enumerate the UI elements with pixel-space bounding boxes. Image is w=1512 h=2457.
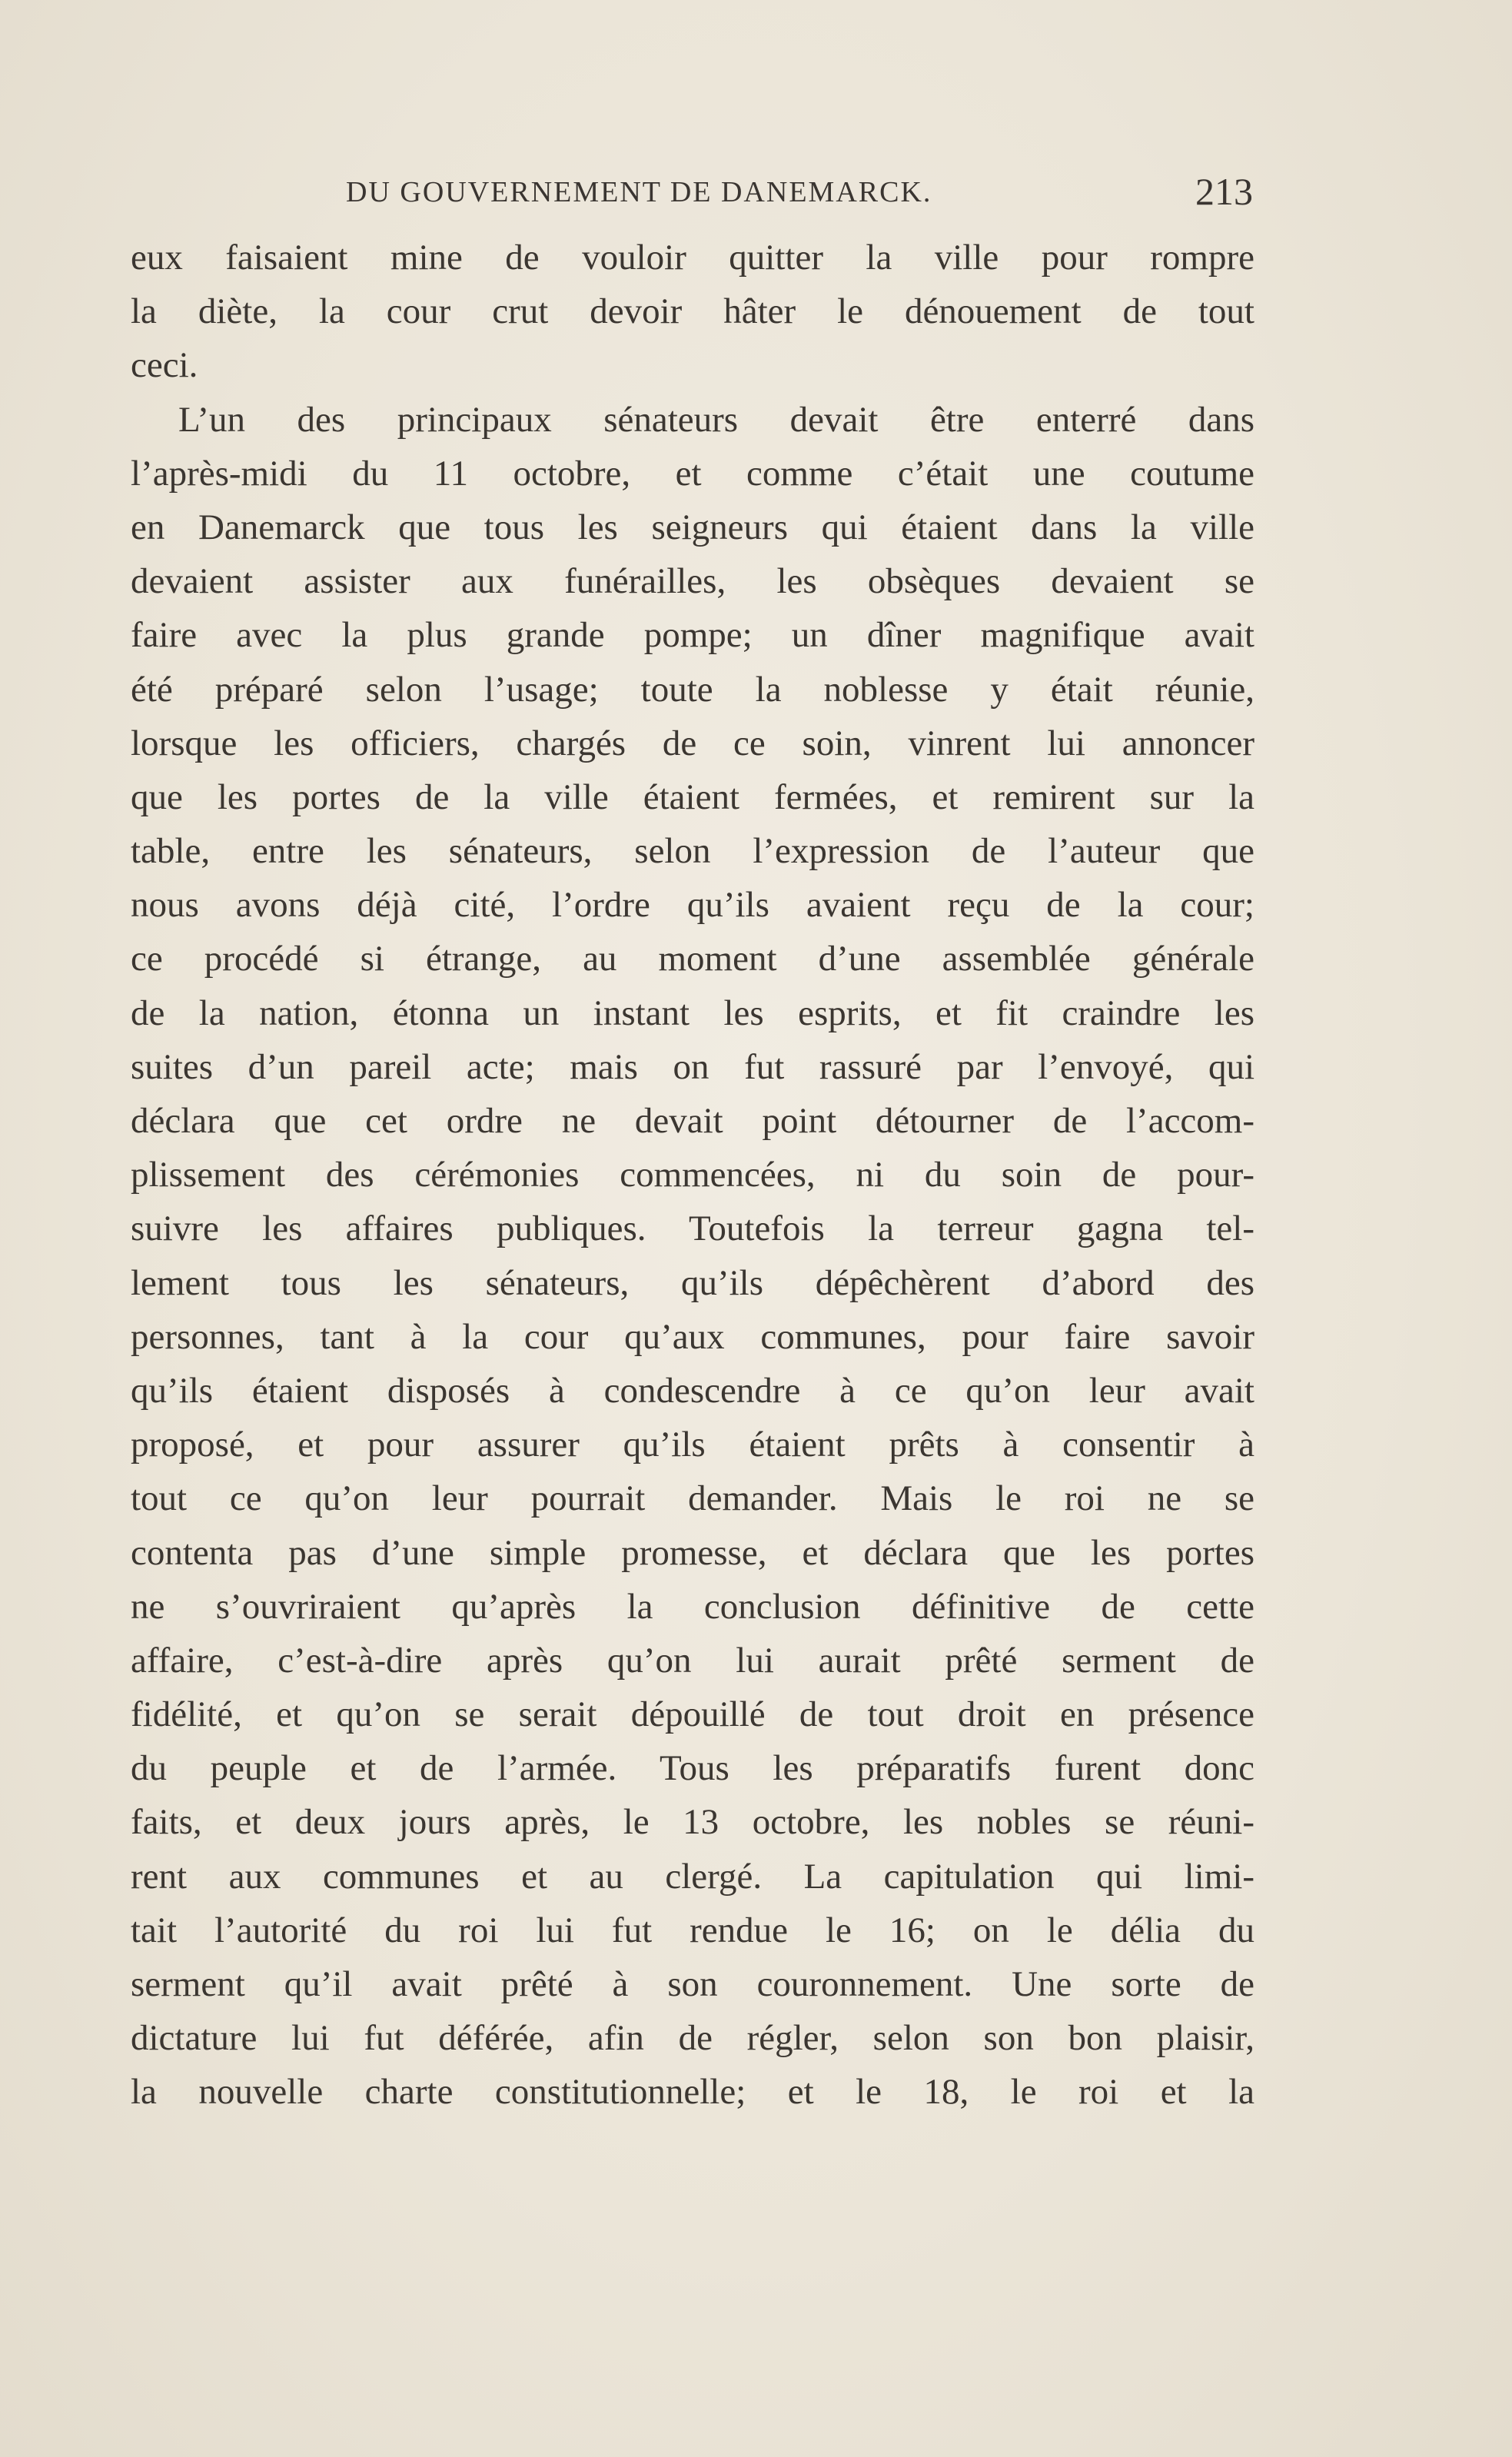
text-line: faire avec la plus grande pompe; un dîner magnifique avait [131, 615, 1254, 656]
text-line: suivre les affaires publiques. Toutefois la terreur gagna tel- [131, 1209, 1254, 1249]
text-line: affaire, c’est-à-dire après qu’on lui aurait prêté serment de [131, 1640, 1254, 1681]
text-line: nous avons déjà cité, l’ordre qu’ils avaient reçu de la cour; [131, 885, 1254, 926]
text-line: lorsque les officiers, chargés de ce soin, vinrent lui annoncer [131, 723, 1254, 763]
page-header [131, 170, 1253, 221]
text-line: déclara que cet ordre ne devait point détourner de l’accom- [131, 1101, 1254, 1141]
text-line: dictature lui fut déférée, afin de régler, selon son bon plaisir, [131, 2018, 1254, 2059]
text-line: proposé, et pour assurer qu’ils étaient prêts à consentir à [131, 1425, 1254, 1465]
text-line: que les portes de la ville étaient fermées, et remirent sur la [131, 776, 1254, 817]
text-line: L’un des principaux sénateurs devait être enterré dans [178, 399, 1254, 440]
text-line: l’après-midi du 11 octobre, et comme c’était une coutume [131, 453, 1254, 494]
text-line: personnes, tant à la cour qu’aux communes, pour faire savoir [131, 1316, 1254, 1357]
text-line: rent aux communes et au clergé. La capitulation qui limi- [131, 1856, 1254, 1897]
text-line: suites d’un pareil acte; mais on fut rassuré par l’envoyé, qui [131, 1046, 1254, 1087]
text-line: faits, et deux jours après, le 13 octobre, les nobles se réuni- [131, 1802, 1254, 1843]
text-line: table, entre les sénateurs, selon l’expression de l’auteur que [131, 831, 1254, 872]
text-line: plissement des cérémonies commencées, ni du soin de pour- [131, 1155, 1254, 1195]
text-line: été préparé selon l’usage; toute la noblesse y était réunie, [131, 669, 1254, 710]
text-line: tait l’autorité du roi lui fut rendue le 16; on le délia du [131, 1910, 1254, 1950]
text-line: devaient assister aux funérailles, les obsèques devaient se [131, 561, 1254, 602]
text-line: ceci. [131, 345, 198, 386]
page-number: 213 [1195, 170, 1253, 213]
text-line: lement tous les sénateurs, qu’ils dépêchèrent d’abord des [131, 1262, 1254, 1303]
body-text [131, 231, 1254, 2120]
text-line: qu’ils étaient disposés à condescendre à ce qu’on leur avait [131, 1370, 1254, 1411]
text-line: fidélité, et qu’on se serait dépouillé de tout droit en présence [131, 1694, 1254, 1735]
text-line: la nouvelle charte constitutionnelle; et le 18, le roi et la [131, 2072, 1254, 2113]
running-head: DU GOUVERNEMENT DE DANEMARCK. [346, 176, 932, 208]
text-line: de la nation, étonna un instant les esprits, et fit craindre les [131, 992, 1254, 1033]
text-line: eux faisaient mine de vouloir quitter la ville pour rompre [131, 238, 1254, 278]
text-line: ce procédé si étrange, au moment d’une assemblée générale [131, 939, 1254, 979]
text-line: du peuple et de l’armée. Tous les préparatifs furent donc [131, 1748, 1254, 1789]
text-line: ne s’ouvriraient qu’après la conclusion définitive de cette [131, 1586, 1254, 1627]
text-line: contenta pas d’une simple promesse, et déclara que les portes [131, 1532, 1254, 1573]
text-line: en Danemarck que tous les seigneurs qui étaient dans la ville [131, 507, 1254, 547]
text-line: serment qu’il avait prêté à son couronnement. Une sorte de [131, 1964, 1254, 2004]
text-line: tout ce qu’on leur pourrait demander. Mais le roi ne se [131, 1478, 1254, 1519]
text-line: la diète, la cour crut devoir hâter le dénouement de tout [131, 291, 1254, 332]
